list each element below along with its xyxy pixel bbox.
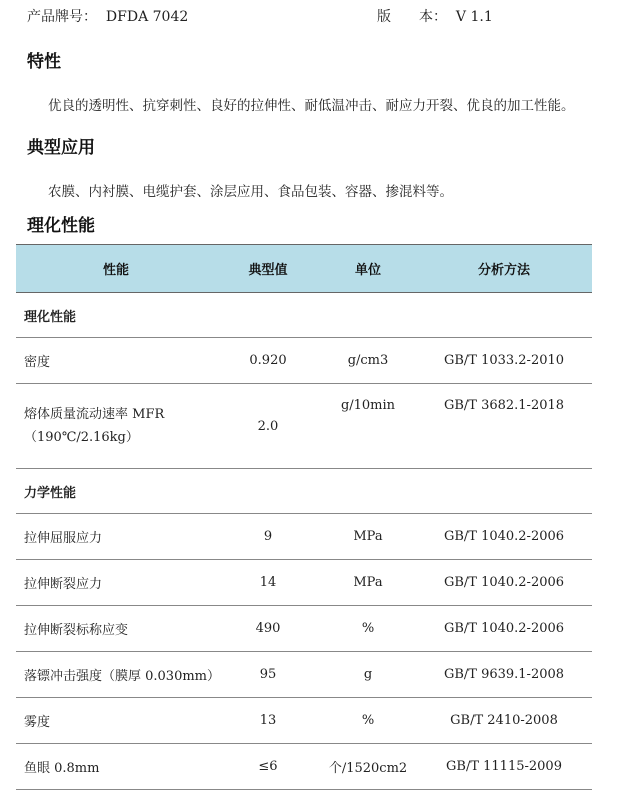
property-value: 490 bbox=[216, 606, 320, 652]
product-label: 产品牌号： bbox=[27, 9, 97, 25]
property-unit: MPa bbox=[320, 514, 416, 560]
header-typical-value: 典型值 bbox=[216, 245, 320, 293]
property-method: GB/T 11115-2009 bbox=[416, 744, 592, 790]
property-condition: （190℃/2.16kg） bbox=[24, 430, 139, 445]
table-header-row bbox=[16, 245, 592, 293]
product-code-line bbox=[27, 6, 188, 26]
version-line bbox=[377, 6, 493, 26]
table-row bbox=[16, 384, 592, 469]
property-unit: g bbox=[320, 652, 416, 698]
property-value: 0.920 bbox=[216, 338, 320, 384]
property-value: 14 bbox=[216, 560, 320, 606]
property-value: ≤6 bbox=[216, 744, 320, 790]
property-method: GB/T 3682.1-2018 bbox=[416, 384, 592, 469]
table-row bbox=[16, 560, 592, 606]
group-label: 理化性能 bbox=[16, 293, 592, 338]
property-unit: % bbox=[320, 698, 416, 744]
properties-title: 理化性能 bbox=[27, 216, 95, 236]
property-unit: MPa bbox=[320, 560, 416, 606]
applications-title: 典型应用 bbox=[27, 138, 95, 158]
property-method: GB/T 1033.2-2010 bbox=[416, 338, 592, 384]
table-row bbox=[16, 514, 592, 560]
group-row-mechanical bbox=[16, 469, 592, 514]
document-header bbox=[27, 6, 631, 28]
property-method: GB/T 1040.2-2006 bbox=[416, 560, 592, 606]
table-row bbox=[16, 338, 592, 384]
property-name-cell bbox=[16, 384, 216, 469]
property-method: GB/T 1040.2-2006 bbox=[416, 514, 592, 560]
property-name: 落镖冲击强度（膜厚 0.030mm） bbox=[16, 652, 216, 698]
table-row bbox=[16, 744, 592, 790]
product-code: DFDA 7042 bbox=[105, 9, 189, 25]
version-label: 版 本： bbox=[377, 9, 447, 25]
header-property: 性能 bbox=[16, 245, 216, 293]
property-value: 9 bbox=[216, 514, 320, 560]
property-unit: 个/1520cm2 bbox=[320, 744, 416, 790]
table-row bbox=[16, 606, 592, 652]
group-label: 力学性能 bbox=[16, 469, 592, 514]
property-name: 雾度 bbox=[16, 698, 216, 744]
property-name: 拉伸断裂应力 bbox=[16, 560, 216, 606]
table-row bbox=[16, 698, 592, 744]
group-row-physchem bbox=[16, 293, 592, 338]
properties-table bbox=[16, 244, 592, 790]
property-name: 熔体质量流动速率 MFR bbox=[24, 407, 165, 422]
header-method: 分析方法 bbox=[416, 245, 592, 293]
property-value: 13 bbox=[216, 698, 320, 744]
property-unit: g/cm3 bbox=[320, 338, 416, 384]
property-name: 拉伸断裂标称应变 bbox=[16, 606, 216, 652]
table-row bbox=[16, 652, 592, 698]
property-value: 95 bbox=[216, 652, 320, 698]
property-name: 拉伸屈服应力 bbox=[16, 514, 216, 560]
property-method: GB/T 1040.2-2006 bbox=[416, 606, 592, 652]
property-unit: g/10min bbox=[320, 384, 416, 469]
version-value: V 1.1 bbox=[455, 9, 493, 25]
header-unit: 单位 bbox=[320, 245, 416, 293]
property-method: GB/T 9639.1-2008 bbox=[416, 652, 592, 698]
property-unit: % bbox=[320, 606, 416, 652]
applications-text: 农膜、内衬膜、电缆护套、涂层应用、食品包装、容器、掺混料等。 bbox=[48, 184, 453, 200]
property-name: 鱼眼 0.8mm bbox=[16, 744, 216, 790]
property-name: 密度 bbox=[16, 338, 216, 384]
property-method: GB/T 2410-2008 bbox=[416, 698, 592, 744]
features-title: 特性 bbox=[27, 52, 61, 72]
features-text: 优良的透明性、抗穿刺性、良好的拉伸性、耐低温冲击、耐应力开裂、优良的加工性能。 bbox=[48, 98, 575, 114]
property-value: 2.0 bbox=[216, 384, 320, 469]
